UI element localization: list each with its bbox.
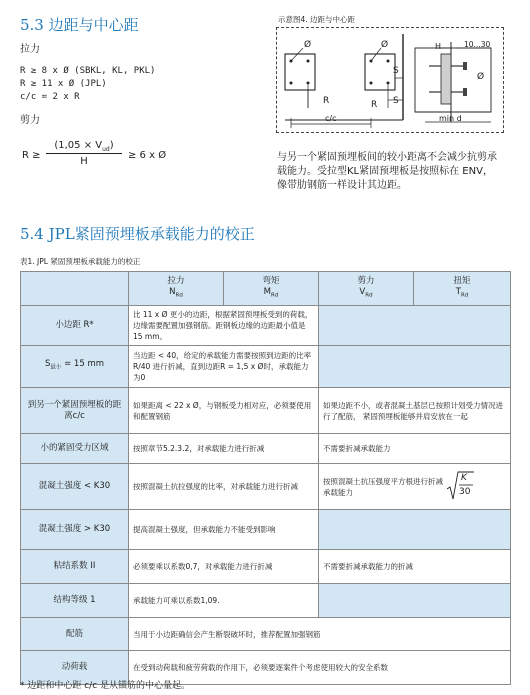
table-row (21, 464, 511, 510)
tensile-line-2: R ≥ 11 x Ø (JPL) (20, 79, 107, 89)
row-cell-concrete-low-right: 按照混凝土抗压强度平方根进行折减承载能力 K 30 (319, 464, 511, 510)
figure-label-phi-left: Ø (304, 40, 312, 50)
row-cell-bond-factor-left: 必须要乘以系数0,7，对承载能力进行折减 (129, 550, 319, 584)
row-cell-concrete-high: 提高混凝土强度，但承载能力不能受到影响 (129, 510, 319, 550)
row-label-s-min: $S_{最小} = 15$ mm (21, 346, 129, 388)
section-5-4-heading: 5.4 JPL紧固预埋板承载能力的校正 (20, 225, 255, 243)
figure-label-cc: c/c (325, 114, 337, 123)
table-header-row (21, 272, 511, 306)
figure-label-r-middle: R (371, 100, 378, 110)
row-cell-dynamic-load: 在受到动荷载和疲劳荷载的作用下，必须要逐案件个考虑使用较大的安全系数 (129, 651, 511, 685)
table-row (21, 434, 511, 464)
shear-formula-rhs: ≥ 6 x Ø (128, 150, 167, 161)
shear-formula-numerator: $(1,05 \times V_{ud})$ (46, 140, 122, 154)
table-row (21, 550, 511, 584)
row-label-concrete-low: 混凝土强度 < K30 (21, 464, 129, 510)
figure-label-phi-section: Ø (477, 72, 485, 82)
shear-label: 剪力 (20, 115, 40, 126)
sqrt-numerator: K (461, 473, 467, 483)
shear-formula-lhs: R ≥ (22, 150, 41, 161)
row-cell-plate-distance-right: 如果边距不小，或者混凝土基层已按照计划受力情况进行了配筋， 紧固预埋板能够并肩安放在一起 (319, 388, 511, 434)
tensile-label: 拉力 (20, 44, 40, 55)
table-row (21, 618, 511, 651)
row-cell-concrete-low-left: 按照混凝土抗拉强度的比率，对承载能力进行折减 (129, 464, 319, 510)
shear-formula-denominator: H (80, 156, 88, 167)
edge-distance-figure (276, 27, 504, 133)
figure-label-r-left: R (323, 96, 330, 106)
row-cell-structure-class: 承载能力可乘以系数1,09. (129, 584, 319, 618)
header-tension: 拉力 $N_{Rd}$ (129, 272, 224, 306)
table-caption: 表1. JPL 紧固预埋板承载能力的校正 (20, 257, 141, 266)
sqrt-denominator: 30 (459, 487, 471, 497)
middle-plate (365, 54, 395, 90)
tensile-line-1: R ≥ 8 x Ø (SBKL, KL, PKL) (20, 66, 156, 76)
figure-label-s-lower: S (393, 96, 399, 106)
row-cell-concrete-high-empty (319, 510, 511, 550)
tensile-line-3: c/c = 2 x R (20, 92, 80, 102)
row-cell-small-area-right: 不需要折减承载能力 (319, 434, 511, 464)
row-label-concrete-high: 混凝土强度 > K30 (21, 510, 129, 550)
row-label-bond-factor: 粘结系数 II (21, 550, 129, 584)
table-footnote: * 边距和中心距 c/c 是从锚筋的中心量起。 (20, 681, 191, 691)
row-cell-bond-factor-right: 不需要折减承载能力的折减 (319, 550, 511, 584)
figure-label-s-upper: S (393, 66, 399, 76)
figure-label-range: 10...30 (464, 40, 491, 49)
figure-label-h: H (435, 42, 442, 51)
row-cell-small-edge: 比 11 x Ø 更小的边距，根据紧固预埋板受到的荷载，边缘需要配置加强钢筋。距钢板边缘的边距最小值是 15 mm。 (129, 306, 319, 346)
row-cell-small-edge-empty (319, 306, 511, 346)
section-5-3-heading: 5.3 边距与中心距 (20, 16, 139, 34)
table-row (21, 346, 511, 388)
figure-caption: 示意图4. 边距与中心距 (278, 15, 356, 24)
header-empty (21, 272, 129, 306)
row-label-dynamic-load: 动荷载 (21, 651, 129, 685)
row-label-small-edge: 小边距 R* (21, 306, 129, 346)
header-moment: 弯矩 $M_{Rd}$ (224, 272, 319, 306)
shear-formula (22, 140, 222, 174)
correction-table (20, 271, 511, 685)
row-cell-structure-class-empty (319, 584, 511, 618)
row-cell-plate-distance-left: 如果距离 < 22 x Ø，与钢板受力相对应，必须要使用和配置钢筋 (129, 388, 319, 434)
row-label-reinforcement: 配筋 (21, 618, 129, 651)
table-row (21, 510, 511, 550)
row-cell-reinforcement: 当用于小边距确信会产生断裂破坏时，推荐配置加强钢筋 (129, 618, 511, 651)
left-plate (285, 54, 315, 90)
figure-label-phi-middle: Ø (381, 40, 389, 50)
row-cell-small-area-left: 按照章节5.2.3.2，对承载能力进行折减 (129, 434, 319, 464)
row-cell-s-min: 当边距 < 40，给定的承载能力需要按照到边距的比率 R/40 进行折减，直到边距R = 1,5 x Ø时，承载能力为0 (129, 346, 319, 388)
table-row (21, 306, 511, 346)
header-shear: 剪力 $V_{Rd}$ (319, 272, 414, 306)
figure-label-min-d: min d (439, 114, 462, 123)
row-label-structure-class: 结构等级 1 (21, 584, 129, 618)
sqrt-fraction (446, 470, 474, 502)
row-cell-s-min-empty (319, 346, 511, 388)
table-row (21, 584, 511, 618)
header-torsion: 扭矩 $T_{Rd}$ (414, 272, 511, 306)
table-row (21, 388, 511, 434)
row-label-plate-distance: 到另一个紧固预埋板的距离c/c (21, 388, 129, 434)
row-label-small-area: 小的紧固受力区域 (21, 434, 129, 464)
figure-description: 与另一个紧固预埋板间的较小距离不会减少抗剪承载能力。受拉型KL紧固预埋板是按照标在 ENV，像带肋钢筋一样设计其边距。 (277, 152, 497, 191)
